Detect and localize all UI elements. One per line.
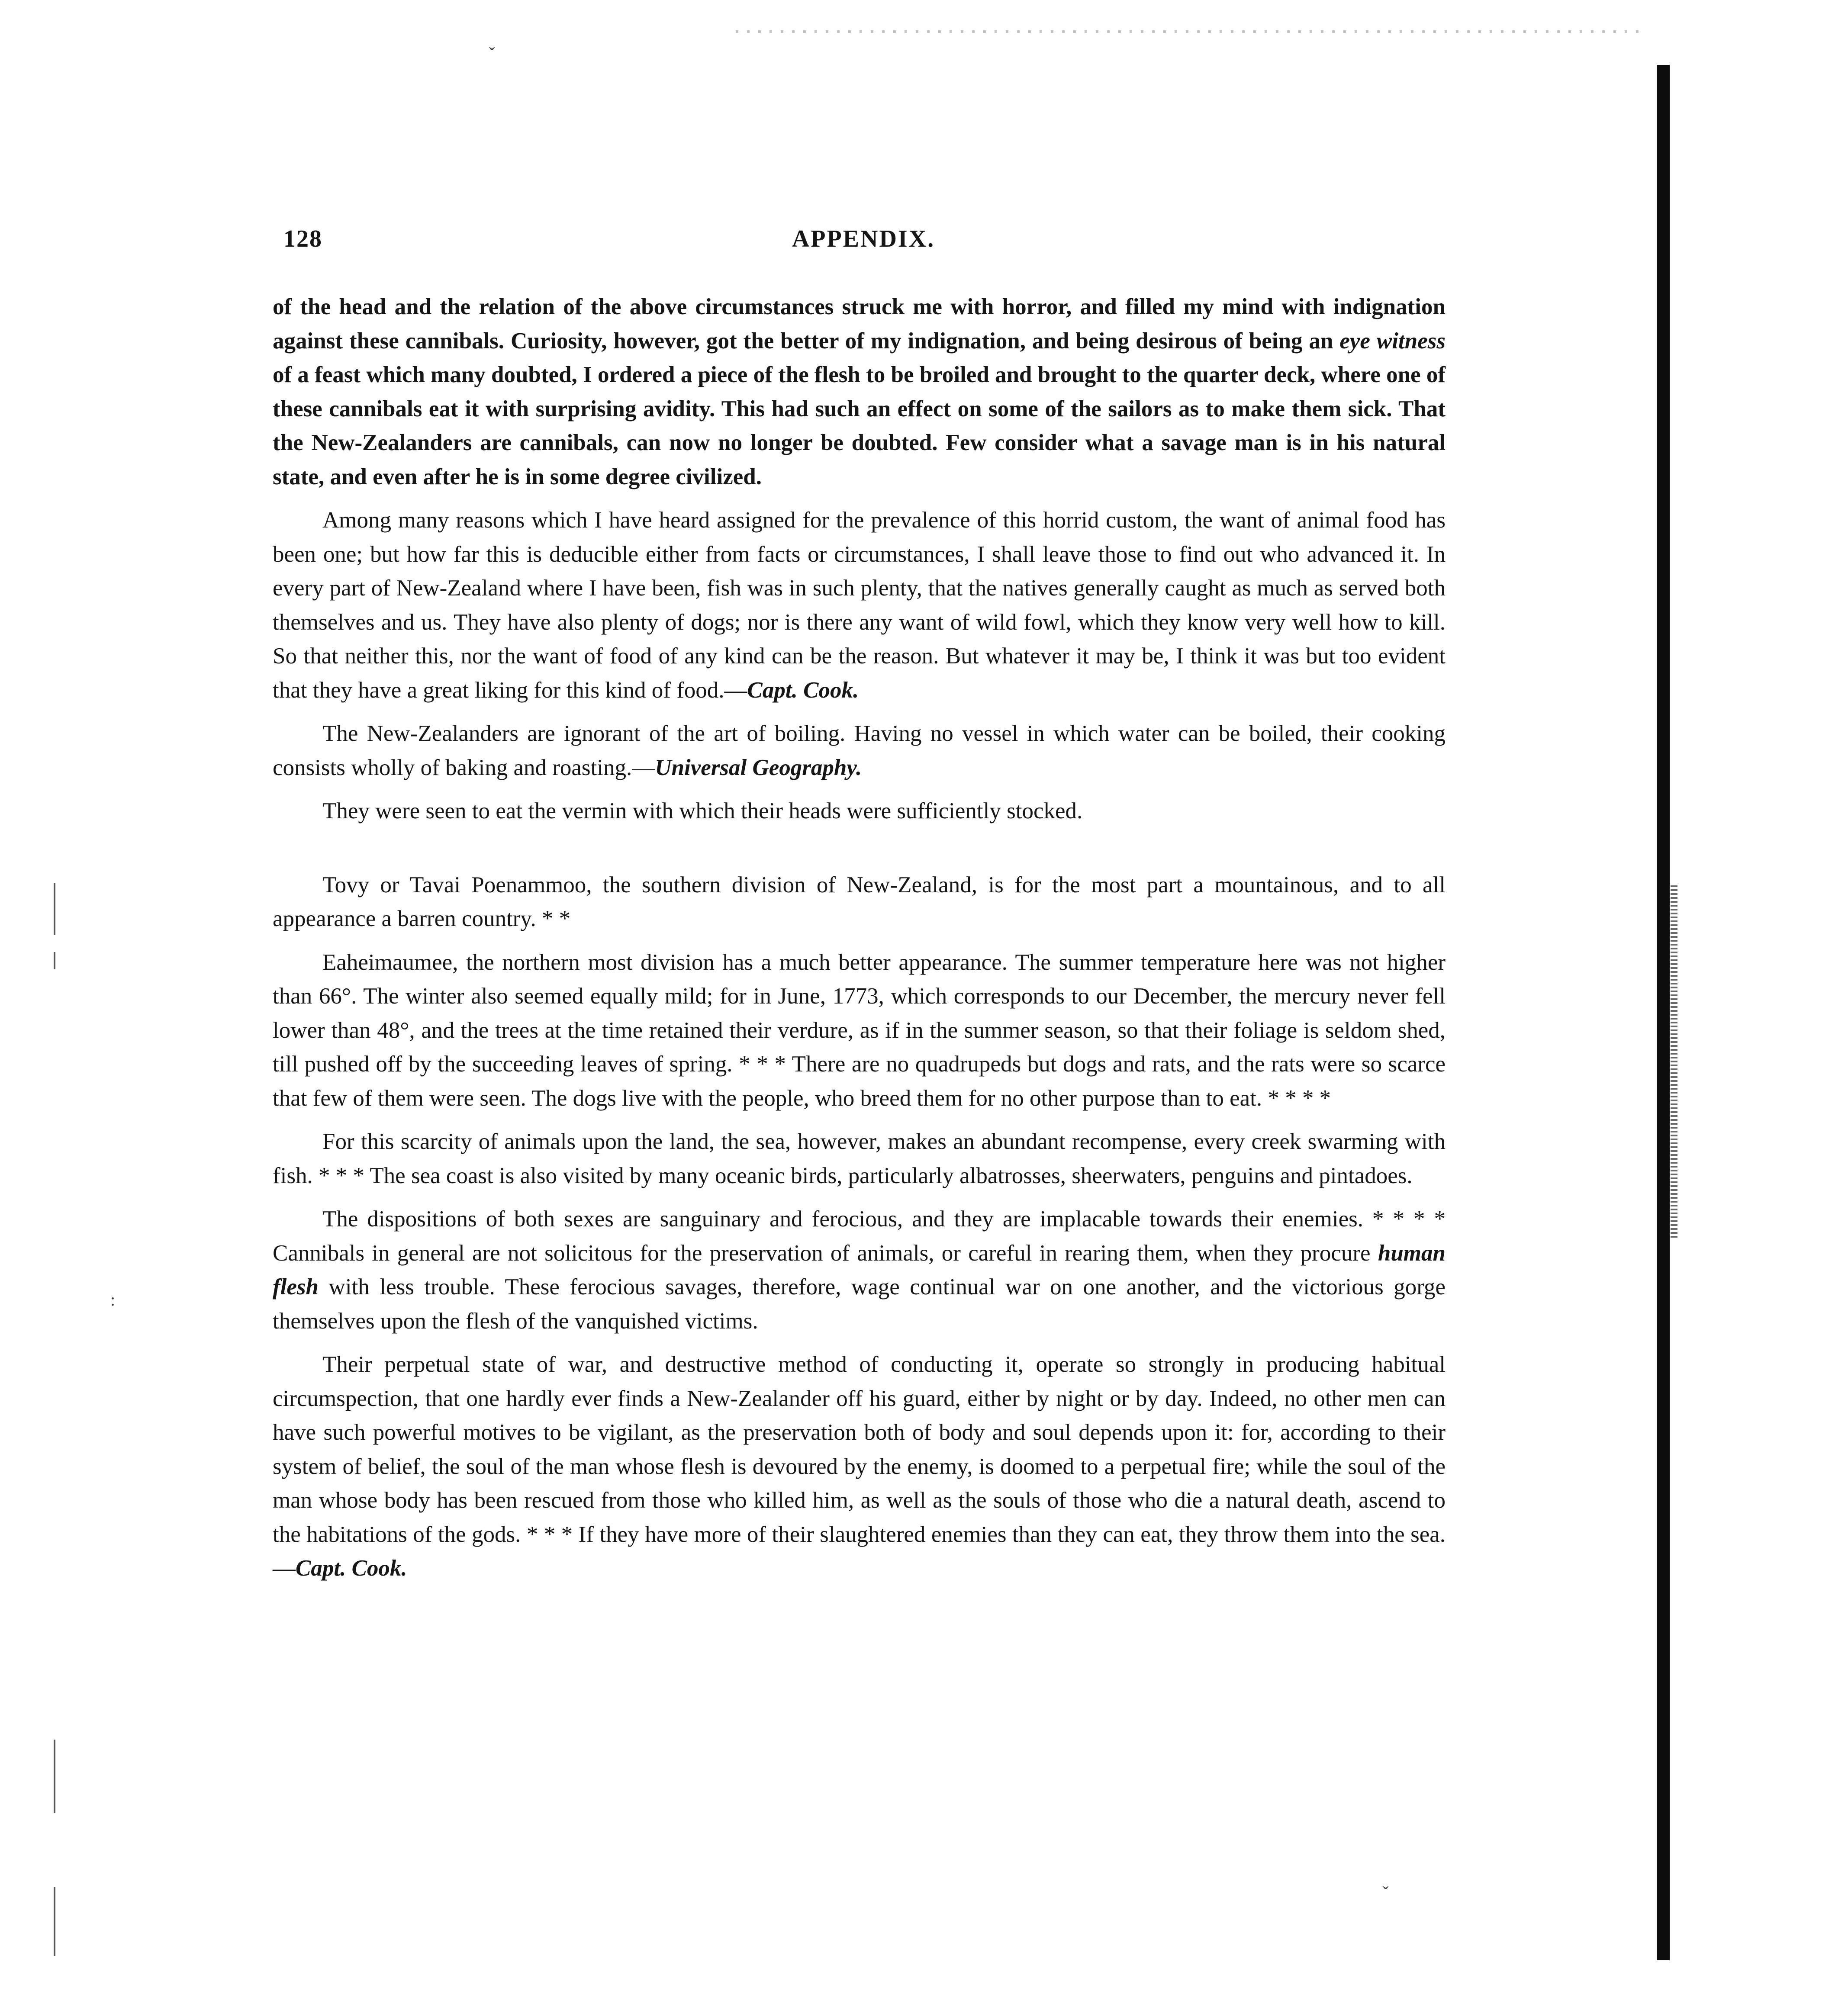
- citation: Capt. Cook.: [296, 1556, 407, 1581]
- paragraph: Eaheimaumee, the northern most division has a much better appearance. The summer temperature here was not higher than 66°. The winter also seemed equally mild; for in June, 1773, which corresponds to our December, the mercury never fell lower than 48°, and the trees at the time retained their verdure, as if in the summer season, so that their foliage is seldom shed, till pushed off by the succeeding leaves of spring. * * * There are no quadrupeds but dogs and rats, and the rats were so scarce that few of them were seen. The dogs live with the people, who breed them for no other purpose than to eat. * * * *: [273, 949, 1446, 1111]
- paragraph: The New-Zealanders are ignorant of the art of boiling. Having no vessel in which water can be boiled, their cooking consists wholly of baking and roasting.—Universal Geography.: [273, 721, 1446, 780]
- scan-border-texture: [1671, 883, 1677, 1238]
- page-number: 128: [283, 225, 322, 252]
- page-header: [283, 225, 1443, 268]
- scan-margin-line: [54, 952, 55, 969]
- scan-speck: :: [110, 1290, 116, 1309]
- text-body: [273, 290, 1446, 1595]
- paragraph: The dispositions of both sexes are sanguinary and ferocious, and they are implacable towards their enemies. * * * * Cannibals in general are not solicitous for the preservation of animals, or careful in rearing them, when they procure human flesh with less trouble. These ferocious savages, therefore, wage continual war on one another, and the victorious gorge themselves upon the flesh of the vanquished victims.: [273, 1206, 1446, 1334]
- citation: Universal Geography.: [655, 755, 862, 780]
- scan-margin-line: [54, 1887, 55, 1956]
- running-head: APPENDIX.: [792, 225, 935, 252]
- italic-emphasis: human flesh: [273, 1240, 1446, 1300]
- scan-margin-line: [54, 883, 55, 935]
- citation: Capt. Cook.: [747, 677, 859, 703]
- paragraph: Their perpetual state of war, and destructive method of conducting it, operate so strongly in producing habitual circumspection, that one hardly ever finds a New-Zealander off his guard, either by night or by day. Indeed, no other men can have such powerful motives to be vigilant, as the preservation both of body and soul depends upon it: for, according to their system of belief, the soul of the man whose flesh is devoured by the enemy, is doomed to a perpetual fire; while the soul of the man whose body has been rescued from those who killed him, as well as the souls of those who die a natural death, ascend to the habitations of the gods. * * * If they have more of their slaughtered enemies than they can eat, they throw them into the sea.—Capt. Cook.: [273, 1352, 1446, 1581]
- italic-emphasis: eye witness: [1339, 328, 1446, 354]
- paragraph: Tovy or Tavai Poenammoo, the southern division of New-Zealand, is for the most part a mountainous, and to all appearance a barren country. * *: [273, 872, 1446, 931]
- paragraph: Among many reasons which I have heard assigned for the prevalence of this horrid custom, the want of animal food has been one; but how far this is deducible either from facts or circumstances, I shall leave those to find out who advanced it. In every part of New-Zealand where I have been, fish was in such plenty, that the natives generally caught as much as served both themselves and us. They have also plenty of dogs; nor is there any want of wild fowl, which they know very well how to kill. So that neither this, nor the want of food of any kind can be the reason. But whatever it may be, I think it was but too evident that they have a great liking for this kind of food.—Capt. Cook.: [273, 508, 1446, 703]
- scan-margin-line: [54, 1740, 55, 1813]
- paragraph: They were seen to eat the vermin with which their heads were sufficiently stocked.: [322, 798, 1083, 823]
- scan-speck: ˇ: [489, 44, 495, 63]
- scan-border-bar: [1657, 65, 1670, 1960]
- scan-speck: ˇ: [1383, 1883, 1389, 1902]
- paragraph: For this scarcity of animals upon the land, the sea, however, makes an abundant recompense, every creek swarming with fish. * * * The sea coast is also visited by many oceanic birds, particularly albatrosses, sheerwaters, penguins and pintadoes.: [273, 1129, 1446, 1188]
- paragraph: of the head and the relation of the above circumstances struck me with horror, and filled my mind with indignation against these cannibals. Curiosity, however, got the better of my indignation, and being desirous of being an eye witness of a feast which many doubted, I ordered a piece of the flesh to be broiled and brought to the quarter deck, where one of these cannibals eat it with surprising avidity. This had such an effect on some of the sailors as to make them sick. That the New-Zealanders are cannibals, can now no longer be doubted. Few consider what a savage man is in his natural state, and even after he is in some degree civilized.: [273, 294, 1446, 489]
- scan-noise: [736, 30, 1645, 33]
